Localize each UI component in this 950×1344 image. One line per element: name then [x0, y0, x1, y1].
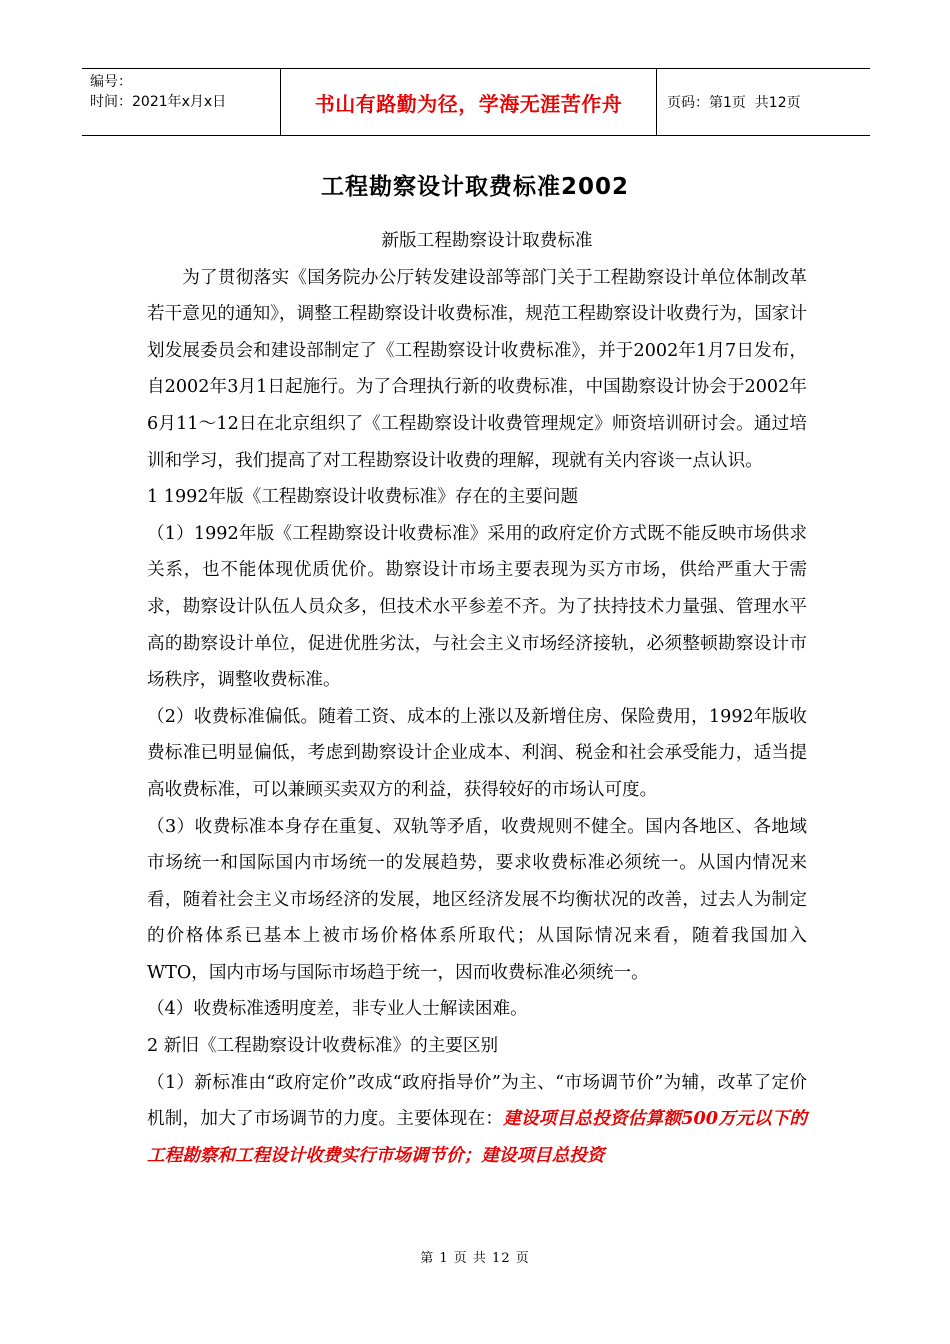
document-title: 工程勘察设计取费标准2002: [320, 174, 629, 200]
section-1-item-4: （4）收费标准透明度差，非专业人士解读困难。: [147, 999, 528, 1020]
page-info-text: 页码：第1页 共12页: [667, 95, 801, 111]
section-2-item-1-text: （1）新标准由“政府定价”改成“政府指导价”为主、“市场调节价”为辅，改革了定价机制，加大了市场调节的力度。主要体现在：: [147, 1072, 807, 1130]
section-1-item-3: （3）收费标准本身存在重复、双轨等矛盾，收费规则不健全。国内各地区、各地域市场统一和国际国内市场统一的发展趋势，要求收费标准必须统一。从国内情况来看，随着社会主义市场经济的发展，地区经济发展不均衡状况的改善，过去人为制定的价格体系已基本上被市场价格体系所取代；从国际情况来看，随着我国加入WTO，国内市场与国际市场趋于统一，因而收费标准必须统一。: [147, 816, 807, 983]
section-2-heading: 2 新旧《工程勘察设计收费标准》的主要区别: [147, 1036, 499, 1057]
highlighted-text: 建设项目总投资估算额500万元以下的工程勘察和工程设计收费实行市场调节价；建设项目总投资: [147, 1108, 807, 1166]
page-footer: 第 1 页 共 12 页: [420, 1251, 530, 1266]
number-label: 编号：: [90, 74, 132, 90]
document-subtitle: 新版工程勘察设计取费标准: [381, 231, 593, 251]
section-1-heading: 1 1992年版《工程勘察设计收费标准》存在的主要问题: [147, 487, 579, 508]
header-motto: 书山有路勤为径，学海无涯苦作舟: [281, 69, 657, 135]
document-body: [147, 223, 807, 1174]
intro-paragraph: 为了贯彻落实《国务院办公厅转发建设部等部门关于工程勘察设计单位体制改革若干意见的通知》，调整工程勘察设计收费标准，规范工程勘察设计收费行为，国家计划发展委员会和建设部制定了《工程勘察设计收费标准》，并于2002年1月7日发布，自2002年3月1日起施行。为了合理执行新的收费标准，中国勘察设计协会于2002年6月11～12日在北京组织了《工程勘察设计收费管理规定》师资培训研讨会。通过培训和学习，我们提高了对工程勘察设计收费的理解，现就有关内容谈一点认识。: [147, 267, 807, 471]
header-meta: [82, 69, 281, 135]
document-header: [82, 68, 870, 136]
section-2-item-1: [147, 1065, 807, 1175]
header-page-info: [657, 69, 870, 135]
section-1-item-1: （1）1992年版《工程勘察设计收费标准》采用的政府定价方式既不能反映市场供求关系，也不能体现优质优价。勘察设计市场主要表现为买方市场，供给严重大于需求，勘察设计队伍人员众多，但技术水平参差不齐。为了扶持技术力量强、管理水平高的勘察设计单位，促进优胜劣汰，与社会主义市场经济接轨，必须整顿勘察设计市场秩序，调整收费标准。: [147, 523, 807, 691]
time-label: 时间：2021年x月x日: [90, 94, 227, 110]
section-1-item-2: （2）收费标准偏低。随着工资、成本的上涨以及新增住房、保险费用，1992年版收费标准已明显偏低，考虑到勘察设计企业成本、利润、税金和社会承受能力，适当提高收费标准，可以兼顾买卖双方的利益，获得较好的市场认可度。: [147, 706, 807, 800]
